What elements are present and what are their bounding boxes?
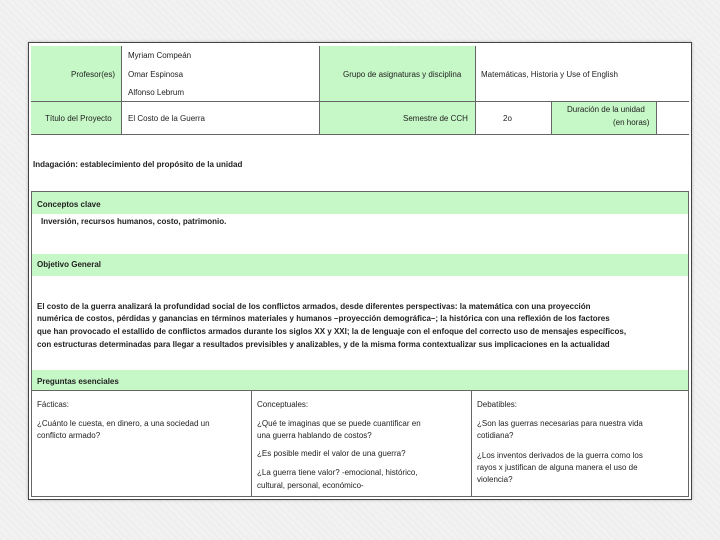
conceptual-label: Conceptuales: bbox=[257, 400, 309, 409]
professor-name: Myriam Compeán bbox=[128, 51, 192, 60]
key-concepts-header bbox=[32, 192, 688, 214]
title-value: El Costo de la Guerra bbox=[128, 114, 205, 123]
semester-value: 2o bbox=[503, 114, 512, 123]
objective-header bbox=[32, 254, 688, 276]
conceptual-question: una guerra hablando de costos? bbox=[257, 431, 372, 440]
group-value: Matemáticas, Historia y Use of English bbox=[481, 70, 618, 79]
debatable-question: violencia? bbox=[477, 475, 513, 484]
divider bbox=[471, 390, 472, 497]
questions-label: Preguntas esenciales bbox=[37, 377, 119, 386]
duration-label: Duración de la unidad bbox=[567, 105, 645, 114]
factual-question: ¿Cuánto le cuesta, en dinero, a una sociedad un bbox=[37, 419, 210, 428]
divider bbox=[656, 101, 657, 134]
key-concepts-value: Inversión, recursos humanos, costo, patrimonio. bbox=[41, 217, 227, 226]
factual-label: Fácticas: bbox=[37, 400, 70, 409]
divider bbox=[251, 390, 252, 497]
key-concepts-label: Conceptos clave bbox=[37, 200, 101, 209]
debatable-question: ¿Los inventos derivados de la guerra como los bbox=[477, 451, 643, 460]
inquiry-heading: Indagación: establecimiento del propósito de la unidad bbox=[33, 160, 243, 169]
factual-question: conflicto armado? bbox=[37, 431, 101, 440]
group-label: Grupo de asignaturas y disciplina bbox=[343, 70, 462, 79]
objective-line: numérica de costos, pérdidas y ganancias en términos materiales y humanos –proyección demográfica–; la histórica con una reflexión de los factores bbox=[37, 314, 610, 323]
divider bbox=[31, 101, 689, 102]
divider bbox=[121, 46, 122, 134]
objective-line: El costo de la guerra analizará la profundidad social de los conflictos armados, desde diferentes perspectivas: la matemática con una proyección bbox=[37, 302, 591, 311]
questions-header bbox=[32, 370, 688, 390]
duration-label: (en horas) bbox=[613, 118, 650, 127]
debatable-label: Debatibles: bbox=[477, 400, 518, 409]
conceptual-question: ¿Qué te imaginas que se puede cuantificar en bbox=[257, 419, 421, 428]
title-label: Título del Proyecto bbox=[45, 114, 112, 123]
divider bbox=[551, 101, 552, 134]
conceptual-question: ¿La guerra tiene valor? -emocional, histórico, bbox=[257, 468, 418, 477]
conceptual-question: ¿Es posible medir el valor de una guerra? bbox=[257, 449, 406, 458]
project-planning-sheet bbox=[28, 42, 692, 500]
objective-line: con estructuras determinadas para llegar a resultados previsibles y analizables, y de la misma forma contextualizar sus implicaciones en la actualidad bbox=[37, 340, 610, 349]
professor-label: Profesor(es) bbox=[71, 70, 116, 79]
divider bbox=[319, 46, 320, 134]
divider bbox=[31, 134, 689, 135]
divider bbox=[475, 46, 476, 134]
semester-label: Semestre de CCH bbox=[403, 114, 468, 123]
objective-line: que han provocado el estallido de conflictos armados durante los siglos XX y XXI; la de lenguaje con el enfoque del correcto uso de mensajes específicos, bbox=[37, 327, 627, 336]
professor-name: Omar Espinosa bbox=[128, 70, 184, 79]
conceptual-question: cultural, personal, económico- bbox=[257, 481, 364, 490]
debatable-question: cotidiana? bbox=[477, 431, 514, 440]
professor-name: Alfonso Lebrum bbox=[128, 88, 185, 97]
objective-label: Objetivo General bbox=[37, 260, 102, 269]
debatable-question: ¿Son las guerras necesarias para nuestra vida bbox=[477, 419, 643, 428]
divider bbox=[31, 390, 689, 391]
debatable-question: rayos x justifican de alguna manera el uso de bbox=[477, 463, 638, 472]
